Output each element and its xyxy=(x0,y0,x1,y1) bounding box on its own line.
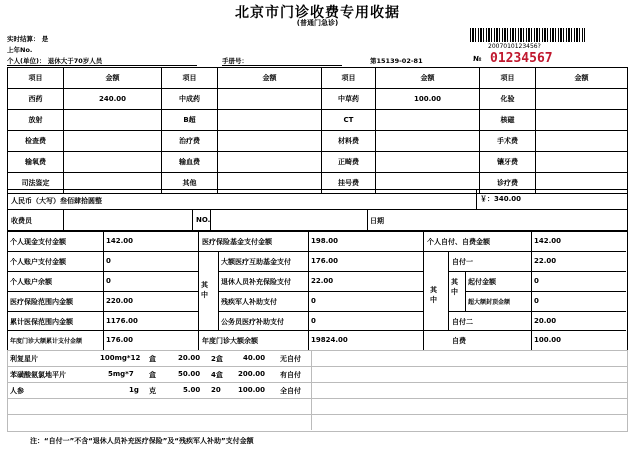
date-label: 日期 xyxy=(370,217,384,225)
invoice-number: 01234567 xyxy=(490,51,553,66)
right-sub-group-label: 其中 xyxy=(451,278,458,296)
medicine-qty: 2盒 xyxy=(211,355,223,363)
pay-value: 0 xyxy=(534,277,539,285)
fee-amount xyxy=(64,131,162,152)
fee-item: 输血费 xyxy=(162,152,218,173)
insurance-fund-value: 198.00 xyxy=(311,237,339,245)
divider xyxy=(448,271,626,272)
settlement-line xyxy=(7,34,48,43)
medicine-name: 人参 xyxy=(10,387,24,395)
pay-value: 0 xyxy=(311,317,316,325)
footnote: 注：“自付一”不含“退休人员补充医疗保险”及“残疾军人补助”支付金额 xyxy=(30,437,254,445)
table-row xyxy=(8,89,628,110)
self-pay-1-label: 自付一 xyxy=(452,258,473,266)
code-value: 第15139-02-81 xyxy=(370,57,423,65)
pay-value: 0 xyxy=(106,257,111,265)
fee-item: 治疗费 xyxy=(162,131,218,152)
patient-line xyxy=(7,56,197,66)
pay-label: 年度门诊大额累计支付金额 xyxy=(10,338,83,345)
self-funded-label: 自费 xyxy=(452,337,466,345)
barcode xyxy=(470,28,585,42)
pay-value: 0 xyxy=(534,297,539,305)
medicine-unit: 克 xyxy=(149,387,156,395)
fee-amount xyxy=(218,89,322,110)
total-amount: ￥：340.00 xyxy=(480,195,522,203)
divider xyxy=(198,251,424,252)
fee-item: 放射 xyxy=(8,110,64,131)
divider xyxy=(7,311,199,312)
fee-header-item: 项目 xyxy=(480,68,536,89)
fee-item: 司法鉴定 xyxy=(8,173,64,194)
medicine-area xyxy=(7,350,628,432)
divider xyxy=(423,251,626,252)
self-pay-total-label: 个人自付、自费金额 xyxy=(427,238,490,246)
pay-label: 个人现金支付金额 xyxy=(10,238,66,246)
self-funded-value: 100.00 xyxy=(534,336,562,344)
pay-value: 142.00 xyxy=(106,237,134,245)
fee-amount: 240.00 xyxy=(64,89,162,110)
fee-amount xyxy=(536,152,628,173)
patient-value: 退休大于70岁人员 xyxy=(47,57,103,65)
manual-label: 手册号： xyxy=(222,56,342,66)
divider xyxy=(311,350,312,430)
barcode-number: 2007010123456? xyxy=(488,43,541,50)
pay-label: 残疾军人补助支付 xyxy=(221,298,277,306)
medicine-amount: 40.00 xyxy=(243,354,266,362)
medicine-qty: 20 xyxy=(211,386,221,394)
medicine-amount: 200.00 xyxy=(238,370,266,378)
invoice-label: № xyxy=(473,55,482,63)
pay-value: 1176.00 xyxy=(106,317,138,325)
table-row xyxy=(8,110,628,131)
divider xyxy=(7,330,199,331)
fee-item: 正畸费 xyxy=(322,152,376,173)
fee-header-amount: 金额 xyxy=(536,68,628,89)
fee-amount: 100.00 xyxy=(376,89,480,110)
divider xyxy=(7,398,627,399)
medicine-spec: 1g xyxy=(129,386,139,394)
fee-amount xyxy=(218,152,322,173)
self-pay-2-label: 自付二 xyxy=(452,318,473,326)
divider xyxy=(63,209,64,230)
fee-header-item: 项目 xyxy=(322,68,376,89)
pay-label: 公务员医疗补助支付 xyxy=(221,318,284,326)
pay-value: 0 xyxy=(311,297,316,305)
pay-value: 176.00 xyxy=(106,336,134,344)
annual-balance-value: 19824.00 xyxy=(311,336,348,344)
payee-row xyxy=(7,209,628,231)
fee-amount xyxy=(536,110,628,131)
fee-item: 核磁 xyxy=(480,110,536,131)
pay-label: 超大额封顶金额 xyxy=(468,299,511,306)
self-pay-2-value: 20.00 xyxy=(534,317,557,325)
fee-item: 化验 xyxy=(480,89,536,110)
collector-label: 收费员 xyxy=(11,217,32,225)
settlement-value: 是 xyxy=(41,35,49,43)
medicine-name: 利复星片 xyxy=(10,355,38,363)
self-pay-1-value: 22.00 xyxy=(534,257,557,265)
fee-header-item: 项目 xyxy=(162,68,218,89)
no-label: NO. xyxy=(196,216,211,224)
insurance-fund-label: 医疗保险基金支付金额 xyxy=(202,238,272,246)
fee-item: 镶牙费 xyxy=(480,152,536,173)
fee-amount xyxy=(376,152,480,173)
fee-header-amount: 金额 xyxy=(376,68,480,89)
fee-amount xyxy=(376,110,480,131)
fee-amount xyxy=(218,131,322,152)
pay-label: 个人账户支付金额 xyxy=(10,258,66,266)
medicine-spec: 100mg*12 xyxy=(100,354,141,362)
fee-item: 手术费 xyxy=(480,131,536,152)
patient-label: 个人(单位)： xyxy=(7,57,46,65)
pay-label: 退休人员补充保险支付 xyxy=(221,278,291,286)
divider xyxy=(218,311,424,312)
divider xyxy=(218,291,424,292)
medicine-price: 5.00 xyxy=(183,386,201,394)
table-row xyxy=(8,131,628,152)
fee-header-item: 项目 xyxy=(8,68,64,89)
fee-amount xyxy=(64,152,162,173)
divider xyxy=(7,291,199,292)
total-in-words: 人民币（大写）叁佰肆拾圆整 xyxy=(11,197,102,205)
divider xyxy=(7,271,199,272)
medicine-note: 全自付 xyxy=(280,387,301,395)
fee-amount xyxy=(218,110,322,131)
fee-item: 中草药 xyxy=(322,89,376,110)
pay-label: 个人账户余额 xyxy=(10,278,52,286)
divider xyxy=(465,291,626,292)
medicine-price: 50.00 xyxy=(178,370,201,378)
fee-item: 材料费 xyxy=(322,131,376,152)
right-group-label: 其中 xyxy=(430,286,437,304)
pay-label: 累计医保范围内金额 xyxy=(10,318,73,326)
divider xyxy=(192,209,193,230)
divider xyxy=(198,330,424,331)
pay-value: 22.00 xyxy=(311,277,334,285)
medicine-price: 20.00 xyxy=(178,354,201,362)
fee-header-amount: 金额 xyxy=(218,68,322,89)
pay-label: 起付金额 xyxy=(468,278,496,286)
fee-item: 其他 xyxy=(162,173,218,194)
fee-item: 检查费 xyxy=(8,131,64,152)
fee-header-row xyxy=(8,68,628,89)
divider xyxy=(7,366,627,367)
divider xyxy=(476,189,477,209)
pay-value: 176.00 xyxy=(311,257,339,265)
pay-label: 大额医疗互助基金支付 xyxy=(221,258,291,266)
fee-amount xyxy=(536,131,628,152)
divider xyxy=(423,330,626,331)
divider xyxy=(448,251,449,331)
medicine-note: 无自付 xyxy=(280,355,301,363)
pay-value: 220.00 xyxy=(106,297,134,305)
page-title: 北京市门诊收费专用收据 xyxy=(235,5,400,21)
medicine-amount: 100.00 xyxy=(238,386,266,394)
fee-amount xyxy=(536,89,628,110)
divider xyxy=(218,271,424,272)
self-pay-total-value: 142.00 xyxy=(534,237,562,245)
medicine-unit: 盒 xyxy=(149,371,156,379)
medicine-unit: 盒 xyxy=(149,355,156,363)
fee-item: 输氧费 xyxy=(8,152,64,173)
fee-amount xyxy=(64,110,162,131)
fee-table xyxy=(7,67,628,194)
medicine-note: 有自付 xyxy=(280,371,301,379)
annual-balance-label: 年度门诊大额余额 xyxy=(202,337,258,345)
fee-item: 诊疗费 xyxy=(480,173,536,194)
page-subtitle: (普通门急诊) xyxy=(296,19,339,27)
medicine-name: 苯磺酸氨氯地平片 xyxy=(10,371,66,379)
medicine-qty: 4盒 xyxy=(211,371,223,379)
fee-item: CT xyxy=(322,110,376,131)
serial-label: 上年No. xyxy=(7,46,33,54)
pay-value: 0 xyxy=(106,277,111,285)
divider xyxy=(448,311,626,312)
fee-header-amount: 金额 xyxy=(64,68,162,89)
fee-item: B超 xyxy=(162,110,218,131)
fee-item: 中成药 xyxy=(162,89,218,110)
medicine-spec: 5mg*7 xyxy=(108,370,134,378)
middle-group-label: 其中 xyxy=(201,281,208,299)
settlement-label: 实时结算： xyxy=(7,35,40,43)
divider xyxy=(7,251,199,252)
fee-amount xyxy=(376,131,480,152)
fee-item: 西药 xyxy=(8,89,64,110)
divider xyxy=(367,209,368,230)
fee-item: 挂号费 xyxy=(322,173,376,194)
divider xyxy=(7,414,627,415)
pay-label: 医疗保险范围内金额 xyxy=(10,298,73,306)
divider xyxy=(7,382,627,383)
table-row xyxy=(8,152,628,173)
